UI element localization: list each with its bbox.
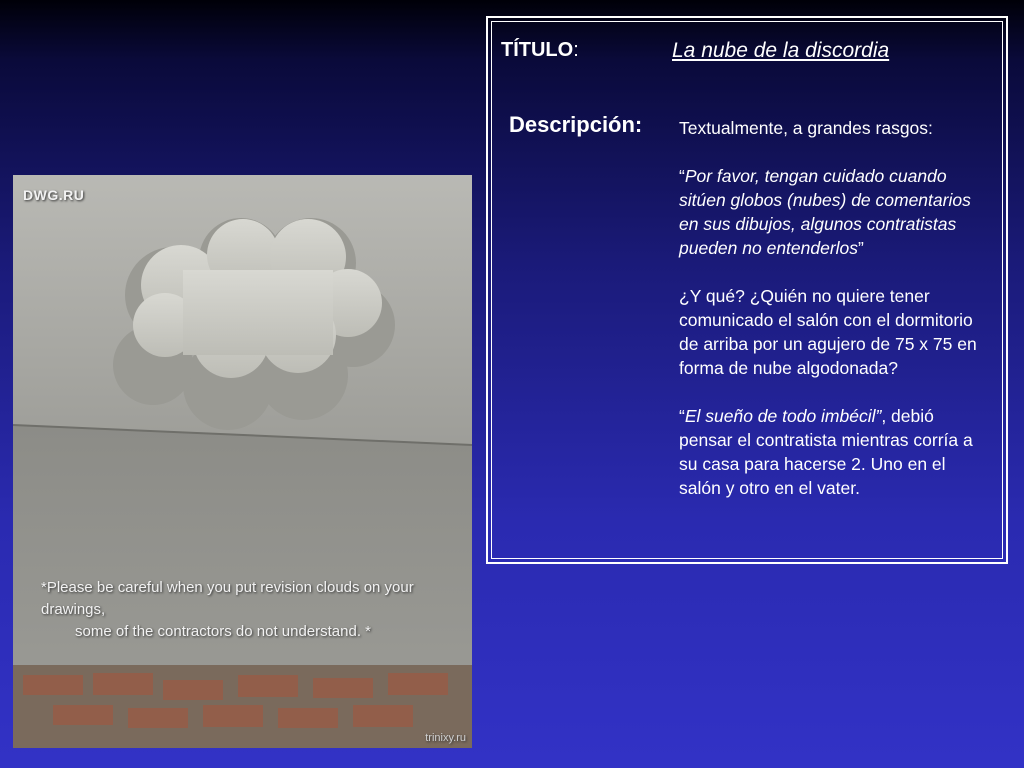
title-value: La nube de la discordia — [672, 39, 890, 62]
quote-open: “ — [679, 166, 685, 186]
description-paragraph-3 — [679, 404, 979, 500]
concrete-ceiling-illustration — [13, 175, 472, 748]
description-quote — [679, 164, 979, 260]
quote-text: Por favor, tengan cuidado cuando sitúen globos (nubes) de comentarios en sus dibujos, algunos contratistas pueden no entenderlos — [679, 166, 971, 258]
title-colon: : — [573, 39, 579, 61]
title-label — [501, 39, 579, 62]
caption-line-1: *Please be careful when you put revision clouds on your drawings, — [41, 579, 414, 618]
p3-italic: El sueño de todo imbécil” — [684, 406, 882, 426]
title-label-text: TÍTULO — [501, 39, 574, 61]
description-panel — [486, 16, 1008, 564]
p3-open: “ — [679, 406, 685, 426]
p3-rest: , debió pensar el contratista mientras corría a su casa para hacerse 2. Uno en el salón y otro en el vater. — [679, 406, 973, 498]
description-paragraph-2: ¿Y qué? ¿Quién no quiere tener comunicado el salón con el dormitorio de arriba por un agujero de 75 x 75 en forma de nube algodonada? — [679, 286, 977, 378]
description-intro: Textualmente, a grandes rasgos: — [679, 118, 933, 138]
watermark-top: DWG.RU — [23, 187, 85, 203]
photo-caption — [41, 577, 451, 643]
description-text — [679, 116, 979, 500]
quote-close: ” — [858, 238, 864, 258]
description-label: Descripción: — [509, 112, 643, 137]
caption-line-2: some of the contractors do not understand. * — [75, 623, 372, 640]
watermark-bottom: trinixy.ru — [425, 732, 466, 744]
ceiling-cloud-photo — [13, 175, 472, 748]
